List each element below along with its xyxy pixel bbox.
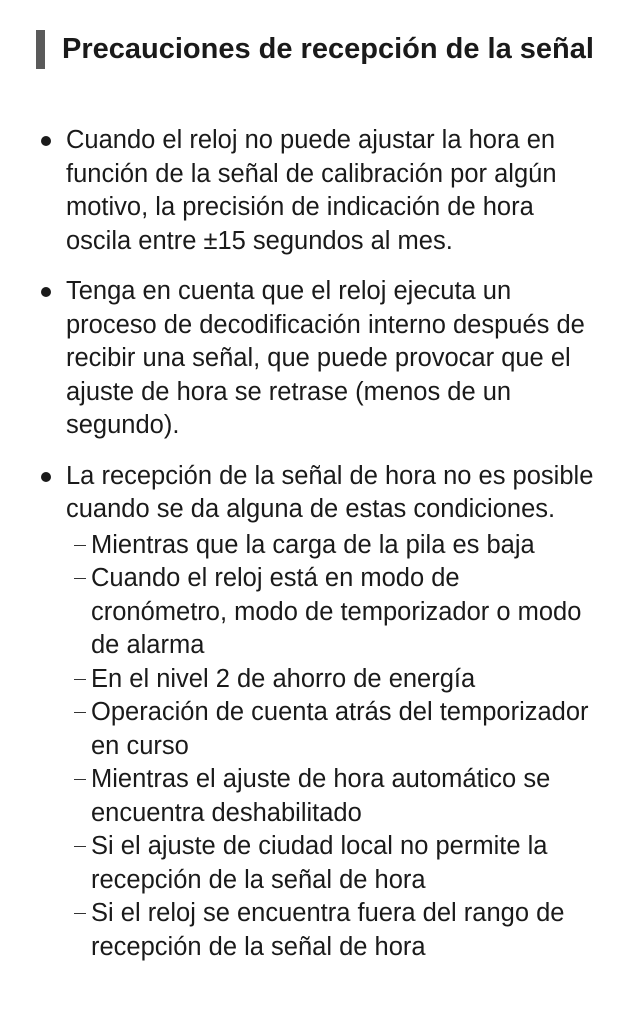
condition-text: Mientras el ajuste de hora automático se encuentra deshabilitado [91, 765, 551, 827]
bullet-text: Cuando el reloj no puede ajustar la hora en función de la señal de calibración por algún motivo, la precisión de indicación de hora oscila entre ±15 segundos al mes. [66, 126, 557, 255]
dash-icon [74, 779, 86, 780]
condition-text: Mientras que la carga de la pila es baja [91, 530, 535, 559]
bullet-dot-icon [41, 136, 51, 146]
bullet-dot-icon [41, 287, 51, 297]
condition-item [66, 830, 598, 897]
dash-icon [74, 545, 86, 546]
condition-text: Si el reloj se encuentra fuera del rango de recepción de la señal de hora [91, 899, 565, 961]
condition-item [66, 897, 598, 964]
dash-icon [74, 913, 86, 914]
bullet-text: La recepción de la señal de hora no es posible cuando se da alguna de estas condiciones. [66, 461, 594, 523]
bullet-item [38, 124, 598, 258]
section-heading-bar [36, 30, 630, 69]
dash-icon [74, 712, 86, 713]
dash-icon [74, 578, 86, 579]
section-title: Precauciones de recepción de la señal [62, 33, 594, 65]
condition-item [66, 562, 598, 663]
bullet-item [38, 460, 598, 965]
condition-text: Si el ajuste de ciudad local no permite la recepción de la señal de hora [91, 832, 548, 894]
dash-icon [74, 846, 86, 847]
bullet-text: Tenga en cuenta que el reloj ejecuta un proceso de decodificación interno después de recibir una señal, que puede provocar que el ajuste de hora se retrase (menos de un segundo). [66, 277, 585, 439]
bullet-item [38, 275, 598, 443]
condition-text: En el nivel 2 de ahorro de energía [91, 664, 476, 693]
precautions-list [38, 124, 598, 981]
conditions-sublist [66, 529, 598, 965]
dash-icon [74, 679, 86, 680]
bullet-dot-icon [41, 472, 51, 482]
condition-item [66, 696, 598, 763]
condition-text: Operación de cuenta atrás del temporizador en curso [91, 698, 589, 760]
condition-item [66, 763, 598, 830]
condition-item [66, 529, 598, 563]
condition-text: Cuando el reloj está en modo de cronómetro, modo de temporizador o modo de alarma [91, 564, 582, 659]
condition-item [66, 663, 598, 697]
